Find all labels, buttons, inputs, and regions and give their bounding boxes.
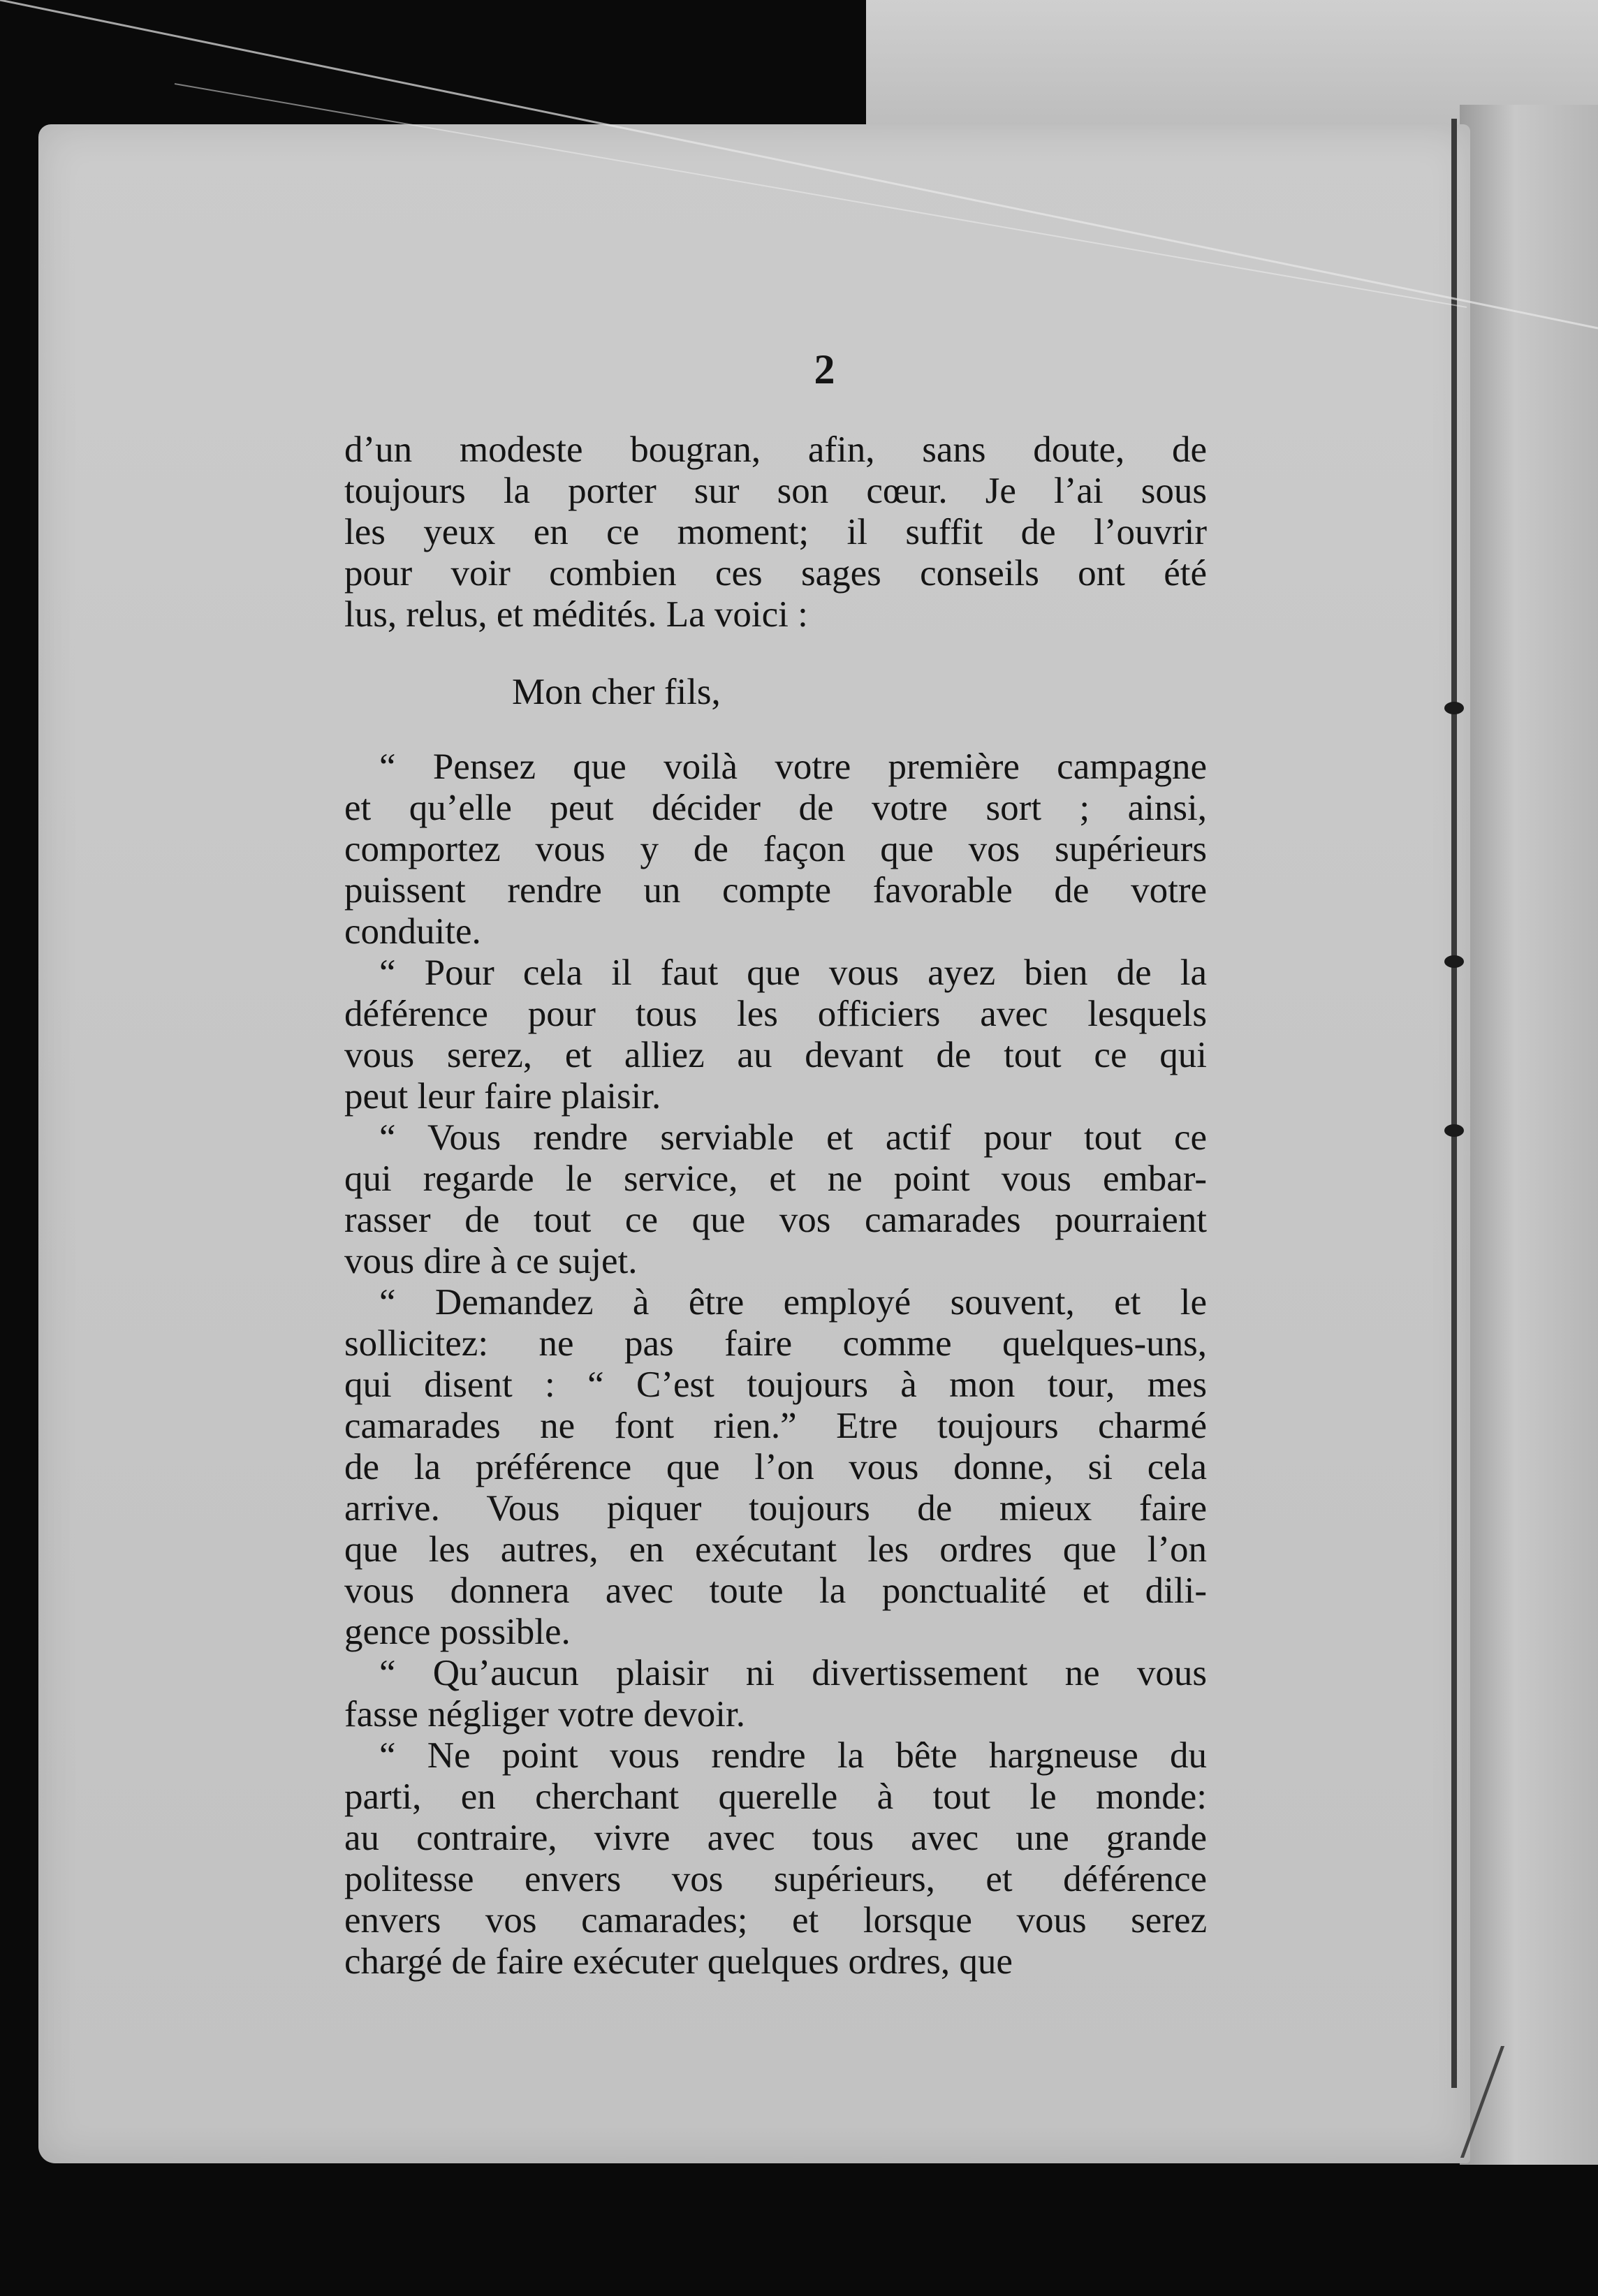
text-line: puissent rendre un compte favorable de votre [344, 870, 1207, 911]
adjacent-page-right [1460, 105, 1598, 2165]
text-line: peut leur faire plaisir. [344, 1076, 661, 1117]
text-line: vous dire à ce sujet. [344, 1241, 638, 1281]
intro-paragraph [344, 429, 1207, 635]
salutation: Mon cher fils, [512, 672, 721, 712]
text-line: qui regarde le service, et ne point vous embar- [344, 1158, 1207, 1199]
binding-stitch [1444, 1124, 1464, 1137]
text-line: qui disent : “ C’est toujours à mon tour, mes [344, 1364, 1207, 1405]
text-line: politesse envers vos supérieurs, et déférence [344, 1859, 1207, 1899]
text-line: envers vos camarades; et lorsque vous serez [344, 1900, 1207, 1941]
text-line: “ Qu’aucun plaisir ni divertissement ne vous [379, 1653, 1207, 1693]
text-line: fasse négliger votre devoir. [344, 1694, 745, 1735]
binding-stitch [1444, 702, 1464, 714]
text-line: sollicitez: ne pas faire comme quelques-uns, [344, 1323, 1207, 1364]
text-line: camarades ne font rien.” Etre toujours charmé [344, 1406, 1207, 1446]
text-line: comportez vous y de façon que vos supérieurs [344, 829, 1207, 869]
text-line: “ Pensez que voilà votre première campagne [379, 746, 1207, 787]
text-line: arrive. Vous piquer toujours de mieux faire [344, 1488, 1207, 1529]
text-line: rasser de tout ce que vos camarades pourraient [344, 1200, 1207, 1240]
letter-body [344, 746, 1207, 1982]
letter-paragraph [344, 1117, 1207, 1282]
text-line: “ Pour cela il faut que vous ayez bien de la [379, 952, 1207, 993]
text-line: les yeux en ce moment; il suffit de l’ouvrir [344, 512, 1207, 552]
binding-stitch [1444, 955, 1464, 968]
letter-paragraph [344, 746, 1207, 952]
text-line: pour voir combien ces sages conseils ont été [344, 553, 1207, 594]
text-line: parti, en cherchant querelle à tout le monde: [344, 1776, 1207, 1817]
letter-paragraph [344, 1282, 1207, 1653]
text-line: “ Demandez à être employé souvent, et le [379, 1282, 1207, 1323]
text-line: conduite. [344, 911, 481, 952]
text-line: vous serez, et alliez au devant de tout ce qui [344, 1035, 1207, 1075]
text-line: gence possible. [344, 1612, 571, 1652]
letter-paragraph [344, 1735, 1207, 1982]
text-line: toujours la porter sur son cœur. Je l’ai sous [344, 471, 1207, 511]
text-line: lus, relus, et médités. La voici : [344, 594, 808, 635]
text-line: déférence pour tous les officiers avec lesquels [344, 994, 1207, 1034]
letter-paragraph [344, 1653, 1207, 1735]
letter-paragraph [344, 952, 1207, 1117]
text-line: et qu’elle peut décider de votre sort ; ainsi, [344, 788, 1207, 828]
text-line: “ Vous rendre serviable et actif pour tout ce [379, 1117, 1207, 1158]
text-line: vous donnera avec toute la ponctualité et dili- [344, 1570, 1207, 1611]
text-line: chargé de faire exécuter quelques ordres, que [344, 1941, 1013, 1982]
text-line: “ Ne point vous rendre la bête hargneuse du [379, 1735, 1207, 1776]
text-line: au contraire, vivre avec tous avec une grande [344, 1818, 1207, 1858]
page-text [344, 346, 1207, 1982]
text-line: de la préférence que l’on vous donne, si cela [344, 1447, 1207, 1487]
text-line: d’un modeste bougran, afin, sans doute, de [344, 429, 1207, 470]
page-number: 2 [814, 346, 835, 392]
text-line: que les autres, en exécutant les ordres que l’on [344, 1529, 1207, 1570]
binding-fold-line [1451, 119, 1457, 2088]
